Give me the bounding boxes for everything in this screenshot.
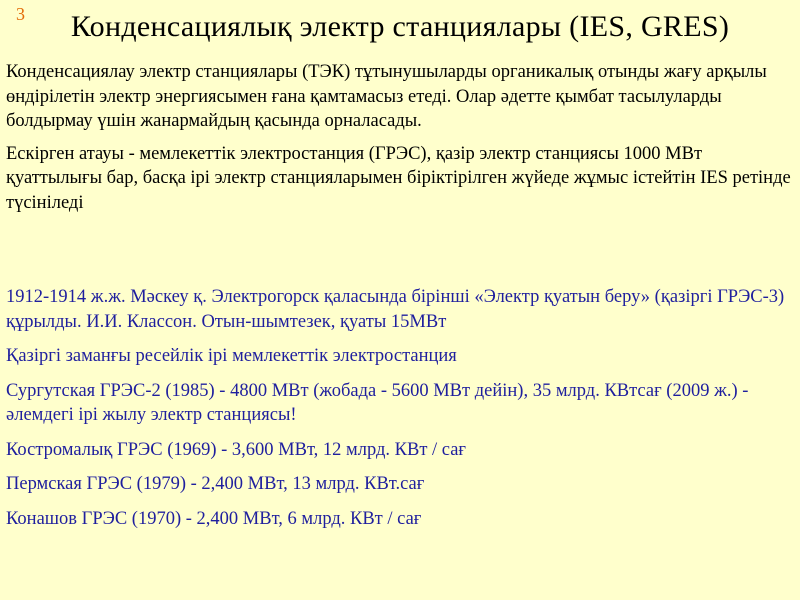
slide-number: 3 <box>16 4 25 24</box>
facts-section <box>6 285 796 541</box>
intro-paragraph-1: Конденсациялау электр станциялары (ТЭК) тұтынушыларды органикалық отынды жағу арқылы өндірілетін электр энергиясымен ғана қамтамасыз етеді. Олар әдетте қымбат тасылуларды болдырмау үшін жанармайдың қасында орналасады. <box>6 62 767 131</box>
fact-first-station: 1912-1914 ж.ж. Мәскеу қ. Электрогорск қаласында бірінші «Электр қуатын беру» (қазіргі ГРЭС-3) құрылды. И.И. Классон. Отын-шымтезек, қуаты 15МВт <box>6 287 785 332</box>
fact-konakovo: Конашов ГРЭС (1970) - 2,400 МВт, 6 млрд. КВт / сағ <box>6 508 422 529</box>
fact-kostroma: Костромалық ГРЭС (1969) - 3,600 МВт, 12 млрд. КВт / сағ <box>6 439 467 460</box>
intro-paragraph-2: Ескірген атауы - мемлекеттік электростанция (ГРЭС), қазір электр станциясы 1000 МВт қуаттылығы бар, басқа ірі электр станцияларымен біріктірілген жүйеде жұмыс істейтін IES ретінде түсініледі <box>6 143 791 213</box>
fact-perm: Пермская ГРЭС (1979) - 2,400 МВт, 13 млрд. КВт.сағ <box>6 474 425 494</box>
intro-section <box>6 60 796 223</box>
slide-title: Конденсациялық электр станциялары (IES, GRES) <box>70 10 730 43</box>
fact-surgut: Сургутская ГРЭС-2 (1985) - 4800 МВт (жобада - 5600 МВт дейін), 35 млрд. КВтсағ (2009 ж.) - әлемдегі ірі жылу электр станциясы! <box>6 380 749 425</box>
fact-modern-heading: Қазіргі заманғы ресейлік ірі мемлекеттік электростанция <box>6 346 457 366</box>
